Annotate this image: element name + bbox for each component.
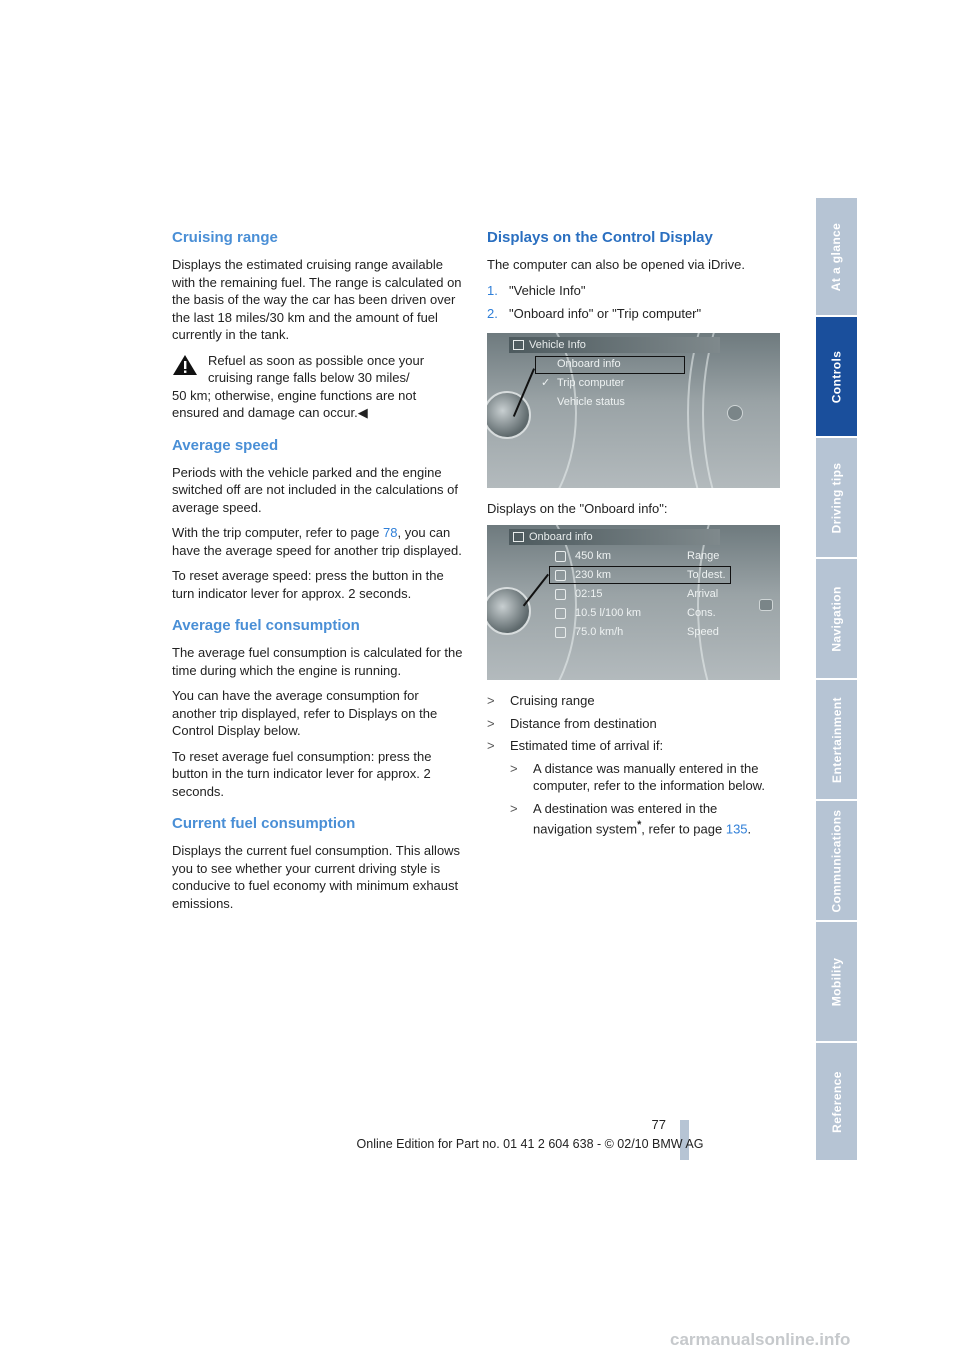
step-item: 1. "Vehicle Info": [487, 282, 586, 298]
vehicle-info-screenshot: [487, 333, 780, 488]
onboard-bullet-list: [487, 692, 779, 838]
bullet-item: > Distance from destination: [487, 715, 657, 731]
cruising-range-body: Displays the estimated cruising range available with the remaining fuel. The range is calculated on the basis of the way the car has been driven over the last 18 miles/30 km and the amount of fuel currently in the tank.: [172, 257, 462, 342]
current-fuel-p1: Displays the current fuel consumption. This allows you to see whether your current driving style is conducive to fuel economy with minimum exhaust emissions.: [172, 843, 461, 911]
menu-item-onboard-info: Onboard info: [557, 357, 621, 370]
nav-button-icon: [727, 405, 743, 421]
sub-bullet-item: > A distance was manually entered in the computer, refer to the information below.: [510, 760, 765, 793]
chapter-tabs: [816, 198, 857, 1160]
current-fuel-heading: Current fuel consumption: [172, 815, 356, 832]
tab-driving-tips[interactable]: Driving tips: [816, 438, 857, 557]
menu-item-trip-computer: ✓ Trip computer: [557, 375, 624, 392]
screen-title-bar: Vehicle Info: [509, 337, 720, 353]
page-number: 77: [651, 1117, 666, 1132]
nav-button-icon: [759, 599, 773, 611]
warning-triangle-icon: [172, 354, 198, 376]
sub-bullet-item: > A destination was entered in the navigation system*, refer to page 135.: [510, 800, 752, 837]
onboard-info-screenshot: [487, 525, 780, 680]
warning-text-continued: 50 km; otherwise, engine functions are not ensured and damage can occur.◀: [172, 387, 417, 420]
clock-icon: [555, 589, 566, 600]
page-135-link[interactable]: 135: [725, 821, 748, 837]
steps-list: [487, 282, 779, 323]
average-fuel-heading: Average fuel consumption: [172, 617, 360, 634]
sub-bullet-list: [510, 760, 779, 838]
cruising-range-heading: Cruising range: [172, 229, 278, 246]
onboard-row-arrival: 02:15 Arrival: [575, 586, 718, 603]
tab-navigation[interactable]: Navigation: [816, 559, 857, 678]
average-speed-section: [172, 436, 464, 603]
tab-controls[interactable]: Controls: [816, 317, 857, 436]
average-fuel-p1: The average fuel consumption is calculated for the time during which the engine is running.: [172, 645, 463, 678]
tab-entertainment[interactable]: Entertainment: [816, 680, 857, 799]
optional-equipment-star: *: [637, 819, 642, 831]
tab-mobility[interactable]: Mobility: [816, 922, 857, 1041]
speedometer-icon: [555, 627, 566, 638]
average-fuel-p2: You can have the average consumption for another trip displayed, refer to Displays on the Control Display below.: [172, 688, 438, 738]
onboard-row-cons: 10.5 l/100 km Cons.: [575, 605, 716, 622]
onboard-row-to-dest: 230 km To dest.: [575, 567, 726, 584]
bullet-item: > Estimated time of arrival if: > A distance was manually entered in the computer, refer to the information below. > A destination was entered in the navigation system*, refer to page 135.: [487, 737, 779, 838]
fuel-pump-icon: [555, 551, 566, 562]
tab-communications[interactable]: Communications: [816, 801, 857, 920]
control-display-heading: Displays on the Control Display: [487, 229, 713, 246]
warning-text: Refuel as soon as possible once your cruising range falls below 30 miles/: [208, 352, 425, 385]
vehicle-info-icon: [513, 340, 524, 350]
bullet-item: > Cruising range: [487, 693, 595, 708]
screen-title-bar: Onboard info: [509, 529, 720, 545]
tab-at-a-glance[interactable]: At a glance: [816, 198, 857, 315]
cruising-warning: [172, 352, 464, 387]
check-icon: ✓: [541, 376, 551, 389]
right-column: [487, 228, 779, 843]
current-fuel-section: [172, 814, 464, 912]
average-speed-heading: Average speed: [172, 436, 279, 454]
fuel-consumption-icon: [555, 608, 566, 619]
onboard-row-range: 450 km Range: [575, 548, 719, 565]
left-column: [172, 228, 464, 920]
average-fuel-p3: To reset average fuel consumption: press the button in the turn indicator lever for approx. 2 seconds.: [172, 748, 432, 799]
onboard-info-icon: [513, 532, 524, 542]
page-78-link[interactable]: 78: [383, 525, 398, 540]
control-display-intro: The computer can also be opened via iDrive.: [487, 257, 745, 272]
average-speed-p3: To reset average speed: press the button in the turn indicator lever for approx. 2 seconds.: [172, 568, 444, 601]
highlight-box: [535, 356, 685, 374]
highlight-box: [549, 566, 731, 584]
menu-item-vehicle-status: Vehicle status: [557, 395, 625, 408]
average-speed-p2: With the trip computer, refer to page 78, you can have the average speed for another trip displayed.: [172, 525, 462, 558]
tab-reference[interactable]: Reference: [816, 1043, 857, 1160]
step-item: 2. "Onboard info" or "Trip computer": [487, 306, 702, 321]
watermark: carmanualsonline.info: [670, 1330, 851, 1349]
onboard-caption: Displays on the "Onboard info":: [487, 500, 668, 516]
average-speed-p1: Periods with the vehicle parked and the engine switched off are not included in the calculations of average speed.: [172, 464, 458, 515]
controller-knob-icon: [487, 391, 531, 439]
onboard-row-speed: 75.0 km/h Speed: [575, 624, 719, 641]
average-fuel-section: [172, 616, 464, 800]
footer-text: Online Edition for Part no. 01 41 2 604 638 - © 02/10 BMW AG: [356, 1137, 704, 1151]
